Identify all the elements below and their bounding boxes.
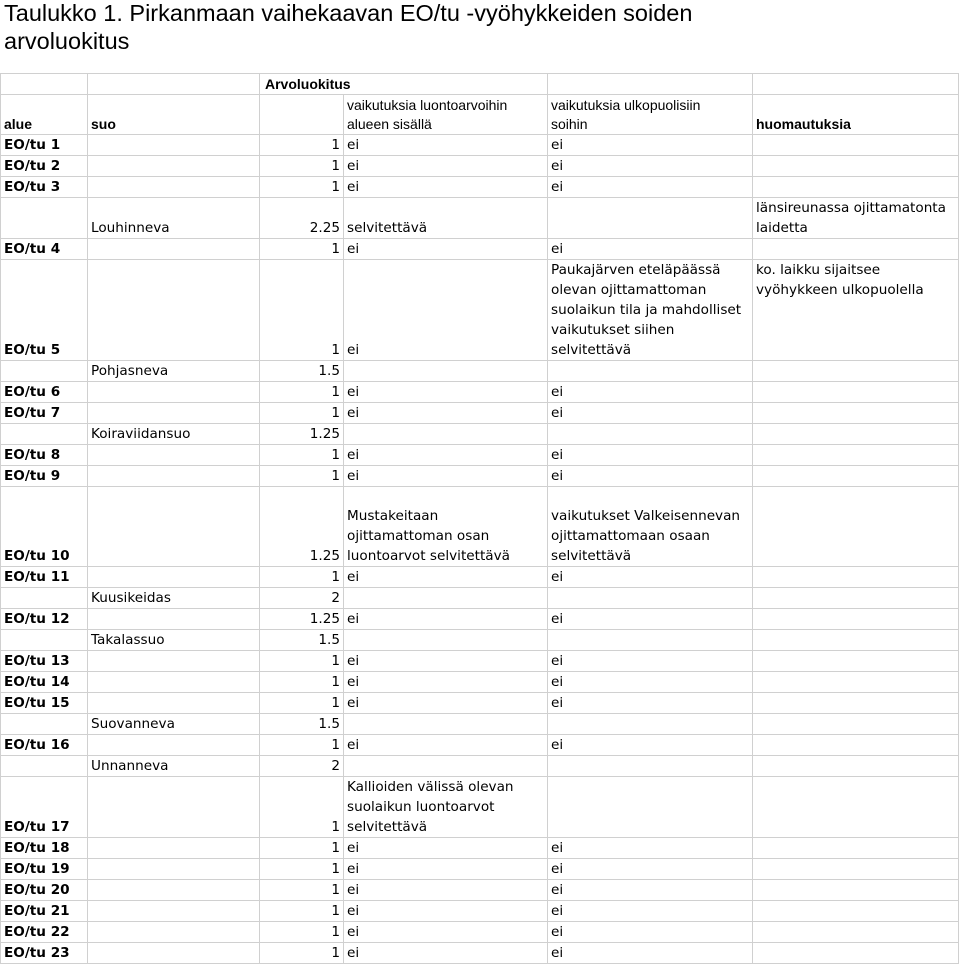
cell-arvo: 1	[260, 177, 344, 198]
cell-sisalla: ei	[344, 859, 548, 880]
cell-sisalla	[344, 756, 548, 777]
cell-sisalla: ei	[344, 693, 548, 714]
table-row	[1, 714, 959, 735]
cell-alue: EO/tu 19	[1, 859, 88, 880]
cell-arvo: 1	[260, 672, 344, 693]
cell-ulkopuoliset: Paukajärven eteläpäässä olevan ojittamattoman suolaikun tila ja mahdolliset vaikutukset siihen selvitettävä	[548, 260, 753, 361]
cell-suo	[88, 777, 260, 838]
cell-suo	[88, 466, 260, 487]
header-outside: vaikutuksia ulkopuolisiin soihin	[548, 95, 753, 135]
table-row	[1, 777, 959, 838]
cell-arvo: 1	[260, 880, 344, 901]
cell-arvo: 1.5	[260, 714, 344, 735]
cell-arvo: 1	[260, 901, 344, 922]
cell-ulkopuoliset: ei	[548, 135, 753, 156]
cell-suo	[88, 609, 260, 630]
cell-huomautus	[753, 156, 959, 177]
cell-huomautus	[753, 466, 959, 487]
cell-sisalla: ei	[344, 651, 548, 672]
cell-ulkopuoliset: ei	[548, 735, 753, 756]
cell-arvo: 1	[260, 260, 344, 361]
cell-suo	[88, 838, 260, 859]
cell-alue	[1, 714, 88, 735]
cell-alue: EO/tu 12	[1, 609, 88, 630]
header-alue: alue	[1, 95, 88, 135]
cell-suo: Takalassuo	[88, 630, 260, 651]
table-row	[1, 838, 959, 859]
header-row-2	[1, 95, 959, 135]
table-row	[1, 424, 959, 445]
cell-ulkopuoliset: ei	[548, 466, 753, 487]
cell-ulkopuoliset: ei	[548, 901, 753, 922]
cell-ulkopuoliset	[548, 361, 753, 382]
table-row	[1, 901, 959, 922]
cell-ulkopuoliset	[548, 714, 753, 735]
cell-ulkopuoliset: ei	[548, 693, 753, 714]
cell-huomautus	[753, 630, 959, 651]
cell-arvo: 2	[260, 588, 344, 609]
cell-ulkopuoliset: ei	[548, 943, 753, 964]
header-suo: suo	[88, 95, 260, 135]
cell-suo	[88, 859, 260, 880]
cell-arvo: 1	[260, 567, 344, 588]
cell-suo	[88, 922, 260, 943]
cell-alue	[1, 361, 88, 382]
cell-arvo: 1	[260, 735, 344, 756]
cell-sisalla: ei	[344, 880, 548, 901]
cell-arvo: 1	[260, 156, 344, 177]
cell-suo: Kuusikeidas	[88, 588, 260, 609]
cell-ulkopuoliset	[548, 198, 753, 239]
cell-arvo: 1.5	[260, 361, 344, 382]
cell-alue: EO/tu 13	[1, 651, 88, 672]
cell-huomautus	[753, 859, 959, 880]
cell-huomautus	[753, 838, 959, 859]
cell-ulkopuoliset: ei	[548, 838, 753, 859]
cell-alue	[1, 588, 88, 609]
cell-huomautus	[753, 135, 959, 156]
header-row-1	[1, 74, 959, 95]
cell-arvo: 1	[260, 651, 344, 672]
table-row	[1, 466, 959, 487]
cell-ulkopuoliset: ei	[548, 382, 753, 403]
table-row	[1, 651, 959, 672]
cell-sisalla	[344, 714, 548, 735]
cell-alue: EO/tu 17	[1, 777, 88, 838]
table-row	[1, 156, 959, 177]
cell-alue: EO/tu 21	[1, 901, 88, 922]
cell-ulkopuoliset	[548, 588, 753, 609]
cell-arvo: 1.25	[260, 609, 344, 630]
cell-huomautus	[753, 424, 959, 445]
cell-alue	[1, 756, 88, 777]
cell-ulkopuoliset: ei	[548, 445, 753, 466]
cell-ulkopuoliset	[548, 424, 753, 445]
cell-sisalla: selvitettävä	[344, 198, 548, 239]
cell-huomautus: länsireunassa ojittamatonta laidetta	[753, 198, 959, 239]
cell-suo	[88, 487, 260, 567]
cell-sisalla: ei	[344, 239, 548, 260]
cell-suo	[88, 260, 260, 361]
cell-arvo: 1	[260, 693, 344, 714]
cell-alue: EO/tu 6	[1, 382, 88, 403]
cell-arvo: 2	[260, 756, 344, 777]
cell-alue	[1, 424, 88, 445]
table-row	[1, 487, 959, 567]
cell-sisalla: ei	[344, 156, 548, 177]
cell-alue: EO/tu 22	[1, 922, 88, 943]
cell-huomautus	[753, 922, 959, 943]
cell-arvo: 1	[260, 239, 344, 260]
cell-ulkopuoliset: ei	[548, 609, 753, 630]
cell-arvo: 1	[260, 382, 344, 403]
cell-suo	[88, 735, 260, 756]
cell-sisalla: Kallioiden välissä olevan suolaikun luontoarvot selvitettävä	[344, 777, 548, 838]
cell-sisalla: ei	[344, 177, 548, 198]
cell-suo: Louhinneva	[88, 198, 260, 239]
cell-huomautus	[753, 714, 959, 735]
cell-ulkopuoliset: ei	[548, 651, 753, 672]
cell-huomautus	[753, 651, 959, 672]
cell-ulkopuoliset: ei	[548, 859, 753, 880]
cell-ulkopuoliset: ei	[548, 880, 753, 901]
header-arvoluokitus: Arvoluokitus	[260, 74, 548, 95]
cell-alue: EO/tu 18	[1, 838, 88, 859]
cell-arvo: 1	[260, 466, 344, 487]
cell-suo	[88, 880, 260, 901]
cell-arvo: 1	[260, 777, 344, 838]
cell-sisalla: ei	[344, 445, 548, 466]
cell-sisalla: ei	[344, 135, 548, 156]
cell-alue: EO/tu 8	[1, 445, 88, 466]
cell-ulkopuoliset	[548, 777, 753, 838]
table-row	[1, 756, 959, 777]
table-row	[1, 588, 959, 609]
table-row	[1, 943, 959, 964]
cell-sisalla: ei	[344, 609, 548, 630]
table-row	[1, 361, 959, 382]
cell-ulkopuoliset	[548, 756, 753, 777]
cell-arvo: 1.25	[260, 487, 344, 567]
table-row	[1, 445, 959, 466]
table-row	[1, 177, 959, 198]
cell-huomautus: ko. laikku sijaitsee vyöhykkeen ulkopuolella	[753, 260, 959, 361]
cell-huomautus	[753, 777, 959, 838]
table-row	[1, 609, 959, 630]
cell-sisalla: ei	[344, 922, 548, 943]
cell-ulkopuoliset: ei	[548, 156, 753, 177]
table-row	[1, 135, 959, 156]
cell-suo	[88, 156, 260, 177]
cell-huomautus	[753, 177, 959, 198]
cell-huomautus	[753, 756, 959, 777]
cell-arvo: 1	[260, 403, 344, 424]
cell-huomautus	[753, 567, 959, 588]
cell-sisalla	[344, 630, 548, 651]
cell-alue: EO/tu 14	[1, 672, 88, 693]
cell-arvo: 1.5	[260, 630, 344, 651]
cell-ulkopuoliset: ei	[548, 403, 753, 424]
cell-sisalla: ei	[344, 260, 548, 361]
table-row	[1, 672, 959, 693]
cell-huomautus	[753, 487, 959, 567]
cell-sisalla: ei	[344, 382, 548, 403]
cell-suo	[88, 382, 260, 403]
table-row	[1, 880, 959, 901]
cell-sisalla: ei	[344, 943, 548, 964]
cell-sisalla	[344, 361, 548, 382]
cell-suo	[88, 177, 260, 198]
cell-suo	[88, 672, 260, 693]
cell-alue: EO/tu 23	[1, 943, 88, 964]
table-row	[1, 382, 959, 403]
cell-ulkopuoliset: ei	[548, 672, 753, 693]
cell-alue	[1, 198, 88, 239]
cell-ulkopuoliset	[548, 630, 753, 651]
table-row	[1, 198, 959, 239]
cell-arvo: 1	[260, 943, 344, 964]
cell-ulkopuoliset: ei	[548, 567, 753, 588]
cell-sisalla	[344, 424, 548, 445]
page-title-line-2: arvoluokitus	[4, 28, 130, 54]
cell-alue: EO/tu 15	[1, 693, 88, 714]
cell-alue	[1, 630, 88, 651]
cell-arvo: 1	[260, 445, 344, 466]
table-row	[1, 693, 959, 714]
cell-huomautus	[753, 361, 959, 382]
cell-alue: EO/tu 5	[1, 260, 88, 361]
cell-alue: EO/tu 2	[1, 156, 88, 177]
cell-huomautus	[753, 403, 959, 424]
cell-ulkopuoliset: ei	[548, 922, 753, 943]
table-row	[1, 260, 959, 361]
cell-suo	[88, 403, 260, 424]
cell-huomautus	[753, 880, 959, 901]
cell-suo	[88, 901, 260, 922]
cell-sisalla: Mustakeitaan ojittamattoman osan luontoarvot selvitettävä	[344, 487, 548, 567]
cell-suo	[88, 651, 260, 672]
cell-sisalla: ei	[344, 901, 548, 922]
table-row	[1, 403, 959, 424]
cell-sisalla: ei	[344, 735, 548, 756]
cell-suo	[88, 567, 260, 588]
cell-sisalla: ei	[344, 403, 548, 424]
cell-huomautus	[753, 693, 959, 714]
cell-arvo: 1	[260, 838, 344, 859]
cell-alue: EO/tu 9	[1, 466, 88, 487]
cell-huomautus	[753, 239, 959, 260]
cell-alue: EO/tu 4	[1, 239, 88, 260]
cell-arvo: 1	[260, 135, 344, 156]
table-row	[1, 630, 959, 651]
table-row	[1, 859, 959, 880]
cell-huomautus	[753, 672, 959, 693]
header-notes: huomautuksia	[753, 95, 959, 135]
cell-ulkopuoliset: vaikutukset Valkeisennevan ojittamattomaan osaan selvitettävä	[548, 487, 753, 567]
table-row	[1, 567, 959, 588]
cell-suo	[88, 445, 260, 466]
cell-sisalla: ei	[344, 567, 548, 588]
cell-huomautus	[753, 943, 959, 964]
table-row	[1, 735, 959, 756]
cell-sisalla: ei	[344, 838, 548, 859]
cell-huomautus	[753, 382, 959, 403]
cell-arvo: 1.25	[260, 424, 344, 445]
page-title	[4, 0, 954, 55]
cell-huomautus	[753, 901, 959, 922]
cell-arvo: 1	[260, 859, 344, 880]
cell-huomautus	[753, 588, 959, 609]
cell-sisalla: ei	[344, 466, 548, 487]
cell-ulkopuoliset: ei	[548, 177, 753, 198]
table-row	[1, 239, 959, 260]
cell-suo: Suovanneva	[88, 714, 260, 735]
cell-arvo: 2.25	[260, 198, 344, 239]
cell-suo: Pohjasneva	[88, 361, 260, 382]
cell-ulkopuoliset: ei	[548, 239, 753, 260]
table-row	[1, 922, 959, 943]
cell-suo	[88, 693, 260, 714]
cell-suo	[88, 943, 260, 964]
cell-alue: EO/tu 16	[1, 735, 88, 756]
cell-suo	[88, 135, 260, 156]
cell-suo: Koiraviidansuo	[88, 424, 260, 445]
cell-huomautus	[753, 609, 959, 630]
cell-alue: EO/tu 7	[1, 403, 88, 424]
cell-alue: EO/tu 20	[1, 880, 88, 901]
cell-huomautus	[753, 735, 959, 756]
cell-arvo: 1	[260, 922, 344, 943]
cell-alue: EO/tu 10	[1, 487, 88, 567]
cell-huomautus	[753, 445, 959, 466]
cell-suo	[88, 239, 260, 260]
cell-sisalla: ei	[344, 672, 548, 693]
cell-alue: EO/tu 3	[1, 177, 88, 198]
cell-alue: EO/tu 11	[1, 567, 88, 588]
cell-sisalla	[344, 588, 548, 609]
header-inside: vaikutuksia luontoarvoihin alueen sisällä	[344, 95, 548, 135]
classification-table	[0, 73, 959, 964]
page-title-line-1: Taulukko 1. Pirkanmaan vaihekaavan EO/tu -vyöhykkeiden soiden	[4, 0, 693, 26]
cell-alue: EO/tu 1	[1, 135, 88, 156]
cell-suo: Unnanneva	[88, 756, 260, 777]
